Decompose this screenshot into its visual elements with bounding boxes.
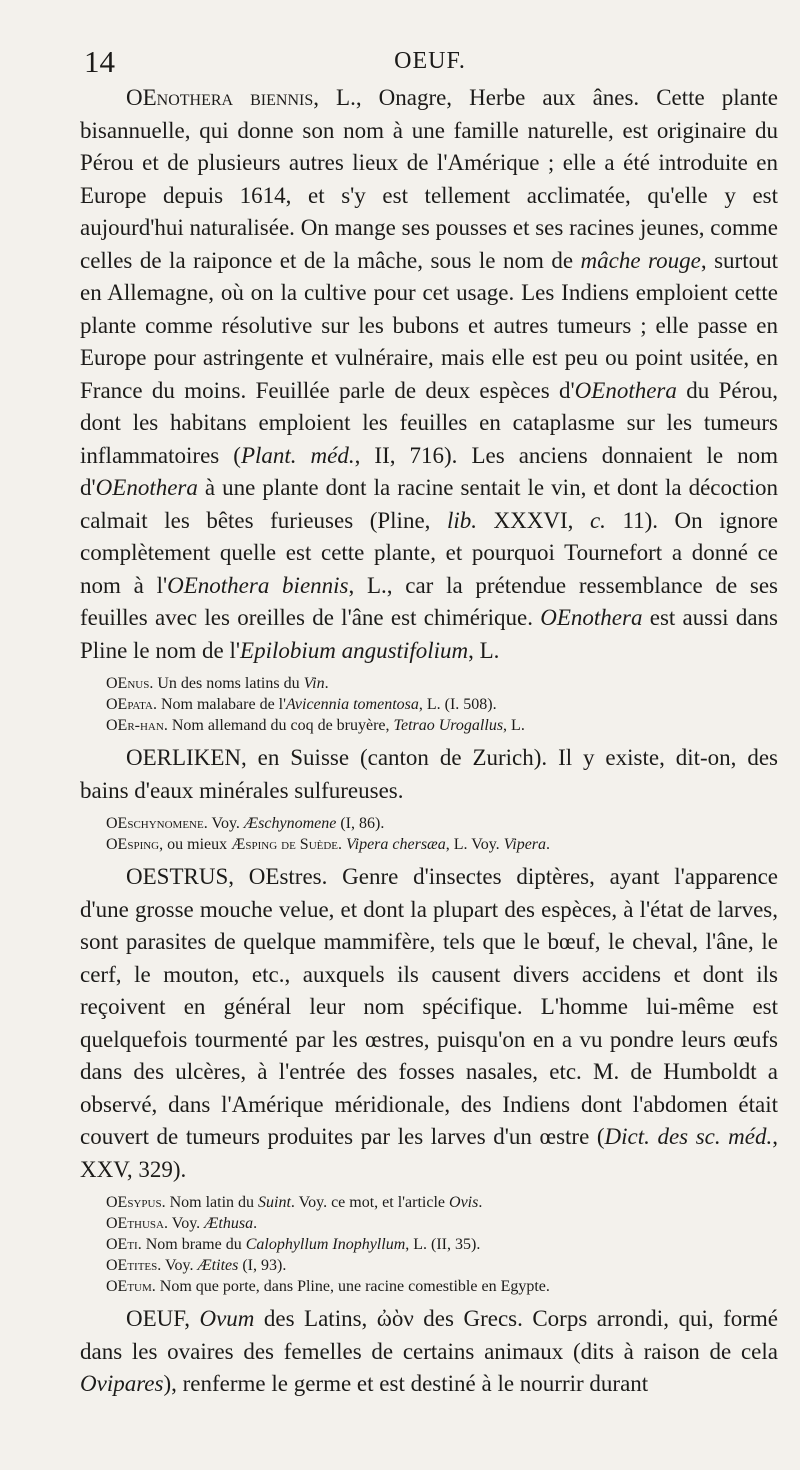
minor-entries-3 [80,1192,778,1297]
entry-oeuf: OEUF, Ovum des Latins, ὠὸν des Grecs. Corps arrondi, qui, formé dans les ovaires des femelles de certains animaux (dits à raison de cela Ovipares), renferme le germe et est destiné à le nourrir durant [80,1306,778,1396]
entry-oenothera: OEnothera biennis, L., Onagre, Herbe aux ânes. Cette plante bisannuelle, qui donne son nom à une famille naturelle, est originaire du Pérou et de plusieurs autres lieux de l'Amérique ; elle a été introduite en Europe depuis 1614, et s'y est tellement acclimatée, qu'elle y est aujourd'hui naturalisée. On mange ses pousses et ses racines jeunes, comme celles de la raiponce et de la mâche, sous le nom de mâche rouge, surtout en Allemagne, où on la cultive pour cet usage. Les Indiens emploient cette plante comme résolutive sur les bubons et autres tumeurs ; elle passe en Europe pour astringente et vulnéraire, mais elle est peu ou point usitée, en France du moins. Feuillée parle de deux espèces d'OEnothera du Pérou, dont les habitans emploient les feuilles en cataplasme sur les tumeurs inflammatoires (Plant. méd., II, 716). Les anciens donnaient le nom d'OEnothera à une plante dont la racine sentait le vin, et dont la décoction calmait les bêtes furieuses (Pline, lib. XXXVI, c. 11). On ignore complètement quelle est cette plante, et pourquoi Tournefort a donné ce nom à l'OEnothera biennis, L., car la prétendue ressemblance de ses feuilles avec les oreilles de l'âne est chimérique. OEnothera est aussi dans Pline le nom de l'Epilobium angustifolium, L. [80,85,779,663]
page-header [80,44,780,84]
entry-oestrus: OESTRUS, OEstres. Genre d'insectes diptères, ayant l'apparence d'une grosse mouche velue, et dont la plupart des espèces, à l'état de larves, sont parasites de quelque mammifère, tels que le bœuf, le cheval, l'âne, le cerf, le mouton, etc., auxquels ils causent divers accidens et dont ils reçoivent en général leur nom spécifique. L'homme lui-même est quelquefois tourmenté par les œstres, puisqu'on en a vu pondre leurs œufs dans des ulcères, à l'entrée des fosses nasales, etc. M. de Humboldt a observé, dans l'Amérique méridionale, des Indiens dont l'abdomen était couvert de tumeurs produites par les larves d'un œstre (Dict. des sc. méd., XXV, 329). [80,864,778,1182]
headword: OESTRUS [126,864,229,889]
entry-oetites: OEtites. Voy. Ætites (I, 93). [106,1257,287,1274]
entry-oesypus: OEsypus. Nom latin du Suint. Voy. ce mot, et l'article Ovis. [106,1194,483,1211]
entry-oesping: OEsping, ou mieux Æsping de Suède. Vipera chersæa, L. Voy. Vipera. [106,836,551,853]
headword: OERLIKEN [126,745,241,770]
entry-oetum: OEtum. Nom que porte, dans Pline, une racine comestible en Egypte. [106,1278,550,1295]
entry-oethusa: OEthusa. Voy. Æthusa. [106,1215,258,1232]
page-number: 14 [84,44,115,79]
entry-oeti: OEti. Nom brame du Calophyllum Inophyllum, L. (II, 35). [106,1236,481,1253]
entry-oepata: OEpata. Nom malabare de l'Avicennia tomentosa, L. (I. 508). [106,696,497,713]
page-body [80,82,778,1401]
minor-entries-2 [80,813,778,855]
headword: OEnothera biennis [126,85,314,110]
entry-oer-han: OEr-han. Nom allemand du coq de bruyère, Tetrao Urogallus, L. [106,717,525,734]
minor-entries-1 [80,673,778,736]
headword: OEUF [126,1306,185,1331]
entry-oerliken: OERLIKEN, en Suisse (canton de Zurich). Il y existe, dit-on, des bains d'eaux minérales sulfureuses. [80,745,778,803]
entry-oeschynomene: OEschynomene. Voy. Æschynomene (I, 86). [106,815,385,832]
running-head: OEUF. [394,48,466,74]
entry-oenus: OEnus. Un des noms latins du Vin. [106,675,329,692]
